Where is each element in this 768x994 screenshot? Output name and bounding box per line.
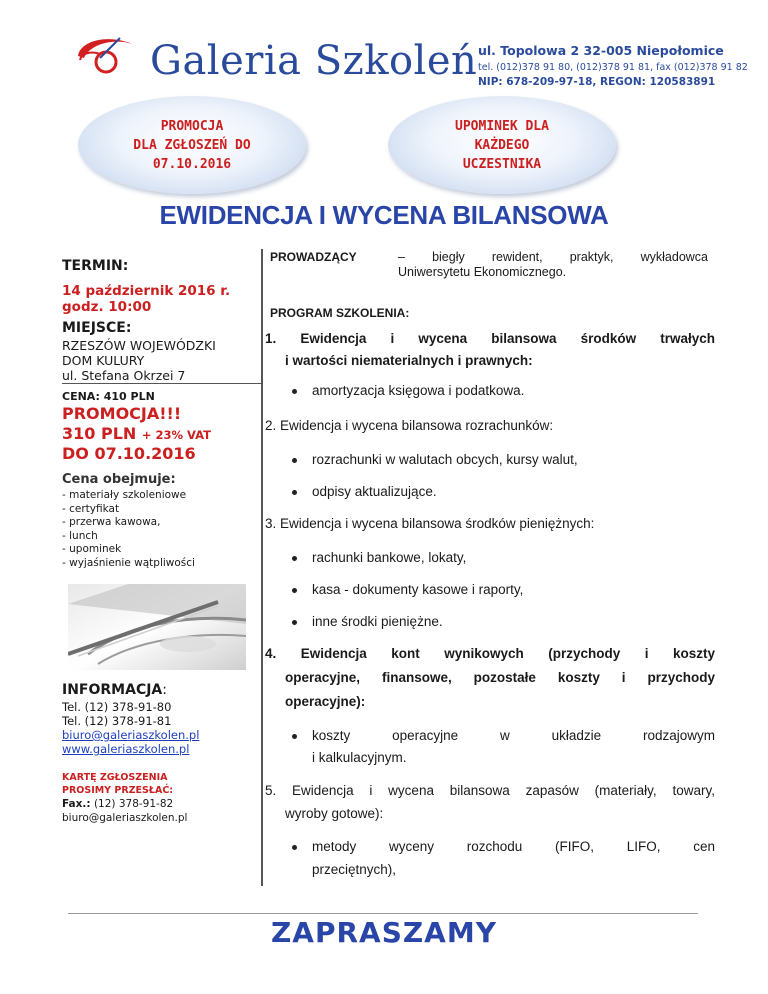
footer-divider (68, 913, 698, 914)
bullet-icon (292, 556, 297, 561)
program-bullet: koszty operacyjne w układzie rodzajowym (312, 728, 715, 743)
left-divider (62, 383, 261, 384)
program-bullet: odpisy aktualizujące. (312, 484, 437, 499)
promo-price (62, 424, 211, 443)
prowadzacy-line-1: – biegły rewident, praktyk, wykładowca (398, 250, 708, 264)
karta-line-2: PROSIMY PRZESŁAĆ: (62, 785, 174, 796)
gift-bubble-line: UCZESTNIKA (462, 156, 542, 172)
gift-bubble-line: KAŻDEGO (474, 137, 530, 153)
bullet-icon (292, 734, 297, 739)
fax-email: biuro@galeriaszkolen.pl (62, 812, 188, 824)
program-bullet-cont: i kalkulacyjnym. (312, 750, 407, 765)
website-link[interactable]: www.galeriaszkolen.pl (62, 742, 190, 756)
informacja-label (62, 682, 167, 698)
cena-items-list (62, 489, 195, 571)
address-line-2: tel. (012)378 91 80, (012)378 91 81, fax (012)378 91 82 (478, 62, 748, 73)
gift-bubble-line: UPOMINEK DLA (455, 118, 549, 134)
fax-value: (12) 378-91-82 (90, 798, 174, 810)
list-item: - upominek (62, 543, 122, 556)
program-item-2 (265, 418, 553, 433)
prowadzacy-line-2: Uniwersytetu Ekonomicznego. (398, 265, 567, 279)
informacja-colon: : (162, 682, 167, 698)
address-line-3: NIP: 678-209-97-18, REGON: 120583891 (478, 76, 716, 88)
program-item-4-cont: operacyjne): (285, 694, 366, 709)
program-bullet: kasa - dokumenty kasowe i raporty, (312, 582, 524, 597)
fax-line (62, 798, 173, 810)
termin-time: godz. 10:00 (62, 299, 152, 315)
promo-bubble-line: DLA ZGŁOSZEŃ DO (133, 137, 251, 153)
address-line-1: ul. Topolowa 2 32-005 Niepołomice (478, 43, 724, 58)
cena-obejmuje-label: Cena obejmuje: (62, 472, 176, 487)
phone-1: Tel. (12) 378-91-80 (62, 700, 172, 714)
invitation-footer: ZAPRASZAMY (270, 916, 497, 949)
program-item-5-cont: wyroby gotowe): (285, 806, 384, 821)
bullet-icon (292, 620, 297, 625)
program-item-5: 5. Ewidencja i wycena bilansowa zapasów (materiały, towary, (265, 783, 715, 798)
list-item: - materiały szkoleniowe (62, 489, 187, 501)
cena-regular: CENA: 410 PLN (62, 390, 155, 403)
logo-icon (70, 30, 150, 90)
bullet-icon (292, 389, 297, 394)
program-bullet: rozrachunki w walutach obcych, kursy walut, (312, 452, 578, 467)
program-item-1-cont: i wartości niematerialnych i prawnych: (285, 353, 533, 368)
program-label: PROGRAM SZKOLENIA: (270, 306, 410, 320)
program-item-4: 4. Ewidencja kont wynikowych (przychody i koszty (265, 646, 715, 661)
phone-2: Tel. (12) 378-91-81 (62, 714, 172, 728)
informacja-text: INFORMACJA (62, 682, 163, 698)
karta-line-1: KARTĘ ZGŁOSZENIA (62, 772, 168, 783)
miejsce-label: MIEJSCE: (62, 320, 132, 336)
brand-name: Galeria Szkoleń (150, 38, 478, 84)
list-item: - przerwa kawowa, (62, 516, 161, 529)
promo-bubble-line: 07.10.2016 (152, 156, 232, 172)
bullet-icon (292, 458, 297, 463)
termin-date: 14 październik 2016 r. (62, 283, 231, 299)
program-bullet: amortyzacja księgowa i podatkowa. (312, 383, 525, 398)
promo-price-value: 310 PLN (62, 424, 137, 443)
list-item: - wyjaśnienie wątpliwości (62, 556, 195, 569)
promo-vat: + 23% VAT (141, 428, 211, 442)
gift-bubble (388, 96, 616, 194)
program-item-4-cont: operacyjne, finansowe, pozostałe koszty i przychody (285, 670, 715, 685)
promo-bubble-line: PROMOCJA (160, 118, 224, 134)
binder-photo (68, 584, 246, 670)
program-item-2-text: 2. Ewidencja i wycena bilansowa rozrachunków: (265, 418, 554, 433)
page-title: EWIDENCJA I WYCENA BILANSOWA (159, 200, 609, 230)
program-item-1: 1. Ewidencja i wycena bilansowa środków trwałych (265, 331, 715, 346)
prowadzacy-label: PROWADZĄCY (270, 250, 357, 264)
bullet-icon (292, 490, 297, 495)
program-bullet: inne środki pieniężne. (312, 614, 443, 629)
list-item: - lunch (62, 529, 98, 542)
program-bullet: rachunki bankowe, lokaty, (312, 550, 467, 565)
promo-label: PROMOCJA!!! (62, 404, 182, 423)
column-divider (261, 249, 263, 886)
promo-date: DO 07.10.2016 (62, 444, 196, 463)
fax-label: Fax.: (62, 798, 91, 810)
bullet-icon (292, 588, 297, 593)
program-bullet: metody wyceny rozchodu (FIFO, LIFO, cen (312, 839, 715, 854)
bullet-icon (292, 845, 297, 850)
program-bullet-cont: przeciętnych), (312, 862, 397, 877)
miejsce-line: DOM KULURY (62, 353, 145, 368)
program-item-3: 3. Ewidencja i wycena bilansowa środków pieniężnych: (265, 516, 595, 531)
list-item: - certyfikat (62, 502, 120, 515)
miejsce-line: ul. Stefana Okrzei 7 (62, 368, 186, 383)
termin-label: TERMIN: (62, 258, 129, 274)
miejsce-line: RZESZÓW WOJEWÓDZKI (62, 338, 216, 353)
email-link[interactable]: biuro@galeriaszkolen.pl (62, 728, 200, 742)
promo-bubble (78, 96, 306, 194)
